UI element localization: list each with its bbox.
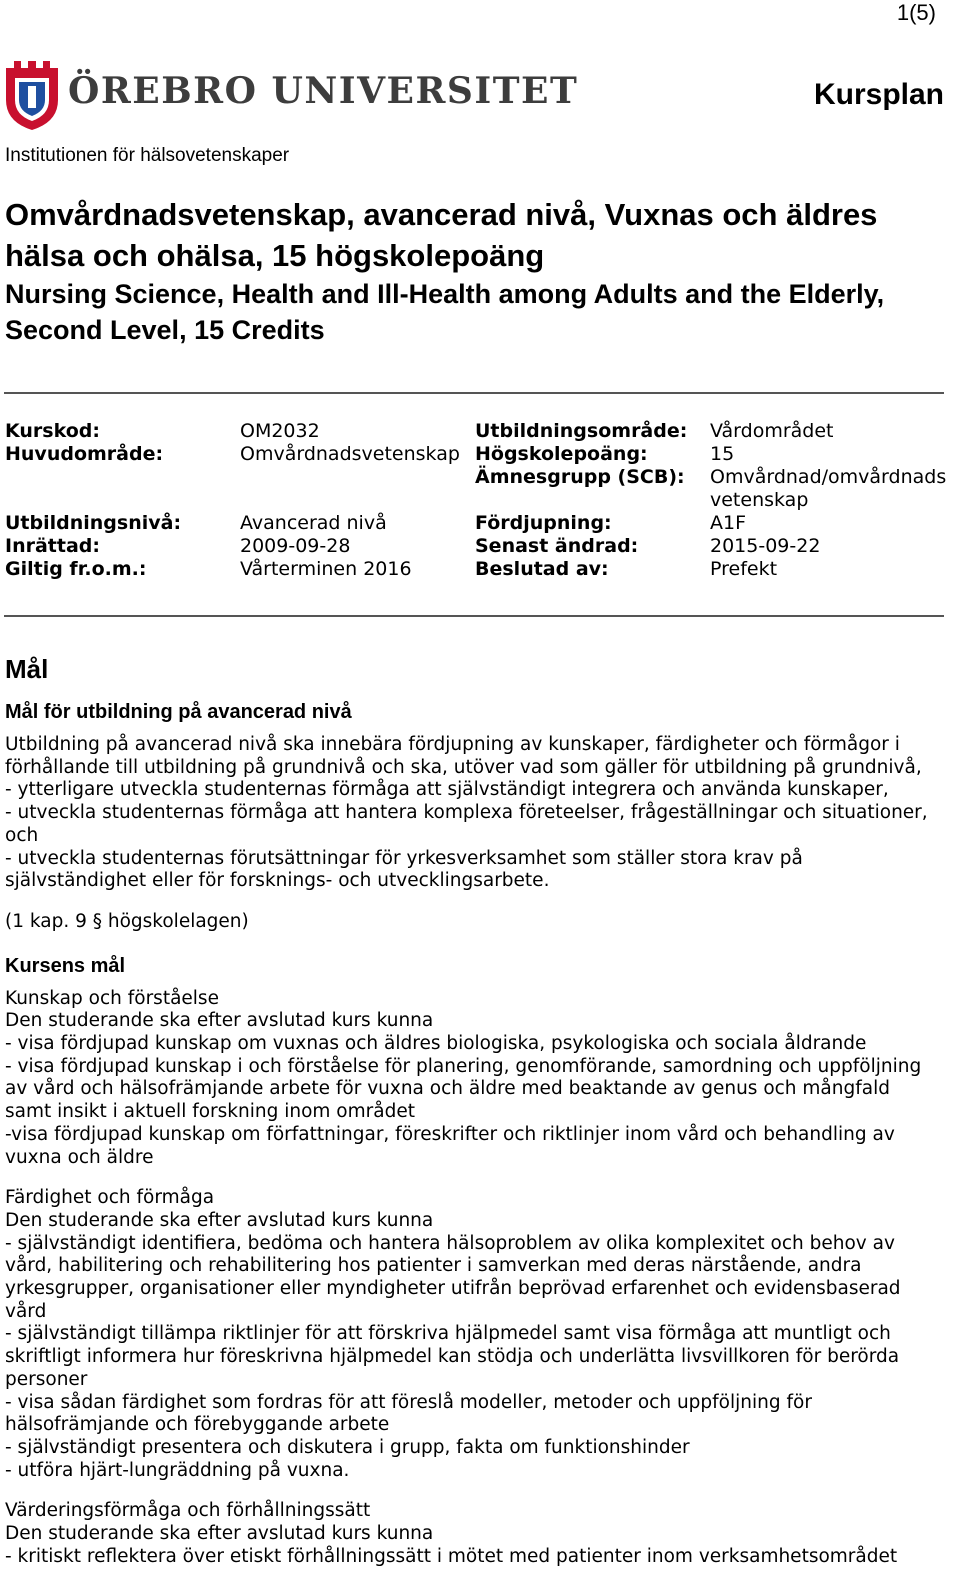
- info-label: Kurskod:: [5, 420, 100, 442]
- info-row: [5, 420, 960, 443]
- section-heading-mal: Mål: [5, 654, 49, 684]
- info-value: Omvårdnadsvetenskap: [240, 443, 460, 465]
- text-line: Färdighet och förmåga: [5, 1187, 215, 1209]
- info-value: OM2032: [240, 420, 320, 442]
- law-reference: (1 kap. 9 § högskolelagen): [5, 910, 249, 932]
- info-value: Vårterminen 2016: [240, 558, 412, 580]
- course-info-table: [5, 420, 960, 581]
- text-line: och: [5, 824, 39, 846]
- subheading-avancerad-niva: Mål för utbildning på avancerad nivå: [5, 701, 352, 723]
- text-line: -visa fördjupad kunskap om författningar, föreskrifter och riktlinjer inom vård och behandling av: [5, 1123, 895, 1145]
- text-line: - visa sådan färdighet som fordras för att föreslå modeller, metoder och uppföljning för: [5, 1391, 812, 1413]
- text-line: förhållande till utbildning på grundnivå och ska, utöver vad som gäller för utbildning på grundnivå,: [5, 756, 922, 778]
- info-value: Vårdområdet: [710, 420, 834, 442]
- text-line: - självständigt presentera och diskutera i grupp, fakta om funktionshinder: [5, 1436, 690, 1458]
- info-value: 15: [710, 443, 735, 465]
- info-value: Omvårdnad/omvårdnadsvetenskap: [710, 466, 947, 511]
- text-line: - självständigt tillämpa riktlinjer för att förskriva hjälpmedel samt visa förmåga att muntligt och: [5, 1323, 891, 1345]
- info-label: Högskolepoäng:: [475, 443, 648, 465]
- text-line: skriftligt informera hur föreskrivna hjälpmedel kan stödja och underlätta livsvillkoren för berörda: [5, 1346, 900, 1368]
- info-row: [5, 512, 960, 535]
- text-line: Den studerande ska efter avslutad kurs kunna: [5, 1523, 434, 1545]
- course-title-en: Nursing Science, Health and Ill-Health among Adults and the Elderly, Second Level, 15 Credits: [5, 279, 885, 345]
- info-value: A1F: [710, 512, 747, 534]
- text-line: - självständigt identifiera, bedöma och hantera hälsoproblem av olika komplexitet och behov av: [5, 1232, 895, 1254]
- paragraph-kunskap: [5, 988, 940, 1170]
- text-line: samt insikt i aktuell forskning inom området: [5, 1101, 415, 1123]
- university-logo: [4, 58, 60, 132]
- text-line: personer: [5, 1368, 88, 1390]
- text-line: - utveckla studenternas förutsättningar för yrkesverksamhet som ställer stora krav på: [5, 847, 803, 869]
- info-value: Avancerad nivå: [240, 512, 387, 534]
- text-line: Utbildning på avancerad nivå ska innebära fördjupning av kunskaper, färdigheter och förmågor i: [5, 734, 900, 755]
- info-value: [240, 466, 475, 512]
- text-line: Den studerande ska efter avslutad kurs kunna: [5, 1010, 434, 1032]
- text-line: självständighet eller för forsknings- och utvecklingsarbete.: [5, 870, 550, 892]
- info-row: [5, 558, 960, 581]
- info-label: Beslutad av:: [475, 558, 609, 580]
- info-label: Ämnesgrupp (SCB):: [475, 466, 685, 488]
- info-value: 2015-09-22: [710, 535, 821, 557]
- text-line: av vård och hälsofrämjande arbete för vuxna och äldre med beaktande av genus och mångfald: [5, 1078, 890, 1100]
- logo-wordmark: ÖREBRO UNIVERSITET: [68, 70, 579, 112]
- text-line: vuxna och äldre: [5, 1146, 154, 1168]
- text-line: - ytterligare utveckla studenternas förmåga att självständigt integrera och använda kunskaper,: [5, 779, 889, 801]
- info-label: [5, 466, 240, 512]
- text-line: vård, habilitering och rehabilitering hos patienter i samverkan med deras närstående, andra: [5, 1255, 862, 1277]
- info-row: [5, 466, 960, 512]
- page-number: 1(5): [896, 0, 936, 25]
- text-line: yrkesgrupper, organisationer eller myndigheter utifrån beprövad erfarenhet och evidensbaserad: [5, 1278, 901, 1300]
- text-line: - visa fördjupad kunskap om vuxnas och äldres biologiska, psykologiska och sociala åldrande: [5, 1033, 867, 1055]
- info-label: Huvudområde:: [5, 443, 164, 465]
- subheading-kursens-mal: Kursens mål: [5, 954, 126, 977]
- text-line: vård: [5, 1300, 47, 1322]
- info-label: Utbildningsnivå:: [5, 512, 182, 534]
- paragraph-fardighet: [5, 1187, 940, 1482]
- info-row: [5, 443, 960, 466]
- text-line: - utföra hjärt-lungräddning på vuxna.: [5, 1459, 350, 1481]
- divider: [4, 615, 944, 617]
- text-line: Värderingsförmåga och förhållningssätt: [5, 1500, 371, 1522]
- text-line: hälsofrämjande och förebyggande arbete: [5, 1414, 390, 1436]
- document-type: Kursplan: [813, 78, 944, 111]
- department: Institutionen för hälsovetenskaper: [5, 145, 290, 166]
- text-line: Den studerande ska efter avslutad kurs kunna: [5, 1209, 434, 1231]
- info-value: 2009-09-28: [240, 535, 351, 557]
- text-line: - utveckla studenternas förmåga att hantera komplexa företeelser, frågeställningar och situationer,: [5, 802, 928, 824]
- paragraph-avancerad-niva: [5, 734, 940, 893]
- info-label: Inrättad:: [5, 535, 100, 557]
- info-label: Utbildningsområde:: [475, 420, 688, 442]
- info-value: Prefekt: [710, 558, 778, 580]
- paragraph-vardering: [5, 1500, 940, 1568]
- info-label: Fördjupning:: [475, 512, 612, 534]
- text-line: Kunskap och förståelse: [5, 987, 219, 1009]
- course-title-sv: Omvårdnadsvetenskap, avancerad nivå, Vuxnas och äldres hälsa och ohälsa, 15 högskolepoäng: [5, 197, 878, 273]
- info-label: Senast ändrad:: [475, 535, 639, 557]
- text-line: - kritiskt reflektera över etiskt förhållningssätt i mötet med patienter inom verksamhetsområdet: [5, 1545, 898, 1567]
- info-label: Giltig fr.o.m.:: [5, 558, 147, 580]
- text-line: - visa fördjupad kunskap i och förståelse för planering, genomförande, samordning och uppföljning: [5, 1055, 922, 1077]
- divider: [4, 392, 944, 394]
- info-row: [5, 535, 960, 558]
